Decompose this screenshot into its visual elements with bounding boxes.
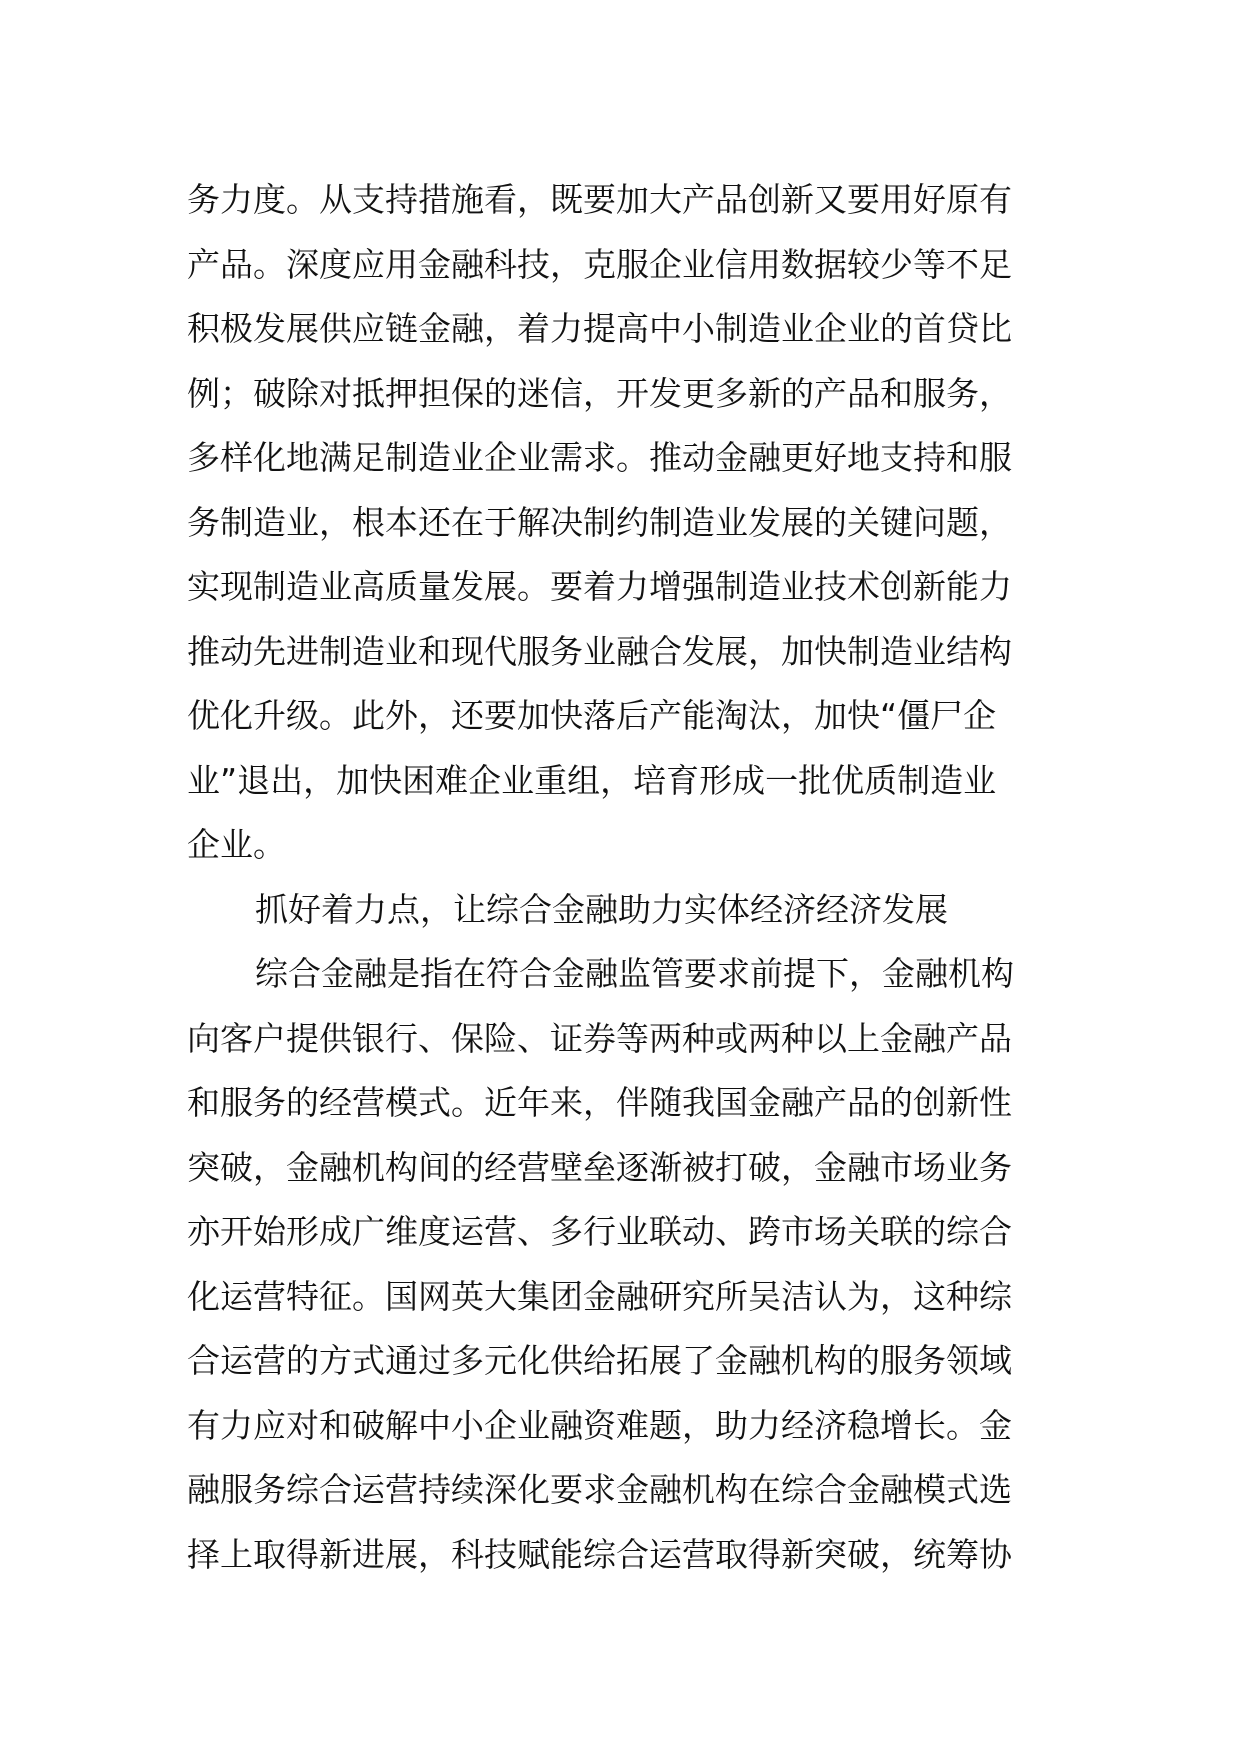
- text-line: 突破，金融机构间的经营壁垒逐渐被打破，金融市场业务: [187, 1147, 1012, 1187]
- text-line: 推动先进制造业和现代服务业融合发展，加快制造业结构: [187, 631, 1012, 671]
- paragraph-start-line: 综合金融是指在符合金融监管要求前提下，金融机构: [255, 954, 1014, 993]
- text-line: 和服务的经营模式。近年来，伴随我国金融产品的创新性: [187, 1083, 1012, 1122]
- text-line: 优化升级。此外，还要加快落后产能淘汰，加快“僵尸企: [187, 696, 997, 735]
- text-line: 业”退出，加快困难企业重组，培育形成一批优质制造业: [187, 760, 997, 800]
- text-line: 融服务综合运营持续深化要求金融机构在综合金融模式选: [187, 1470, 1012, 1509]
- text-line: 务力度。从支持措施看，既要加大产品创新又要用好原有: [187, 180, 1012, 219]
- text-line: 合运营的方式通过多元化供给拓展了金融机构的服务领域: [187, 1341, 1012, 1380]
- text-line: 向客户提供银行、保险、证券等两种或两种以上金融产品: [187, 1018, 1012, 1058]
- text-line: 化运营特征。国网英大集团金融研究所吴洁认为，这种综: [187, 1276, 1012, 1316]
- text-line: 产品。深度应用金融科技，克服企业信用数据较少等不足: [187, 244, 1012, 284]
- text-line: 例；破除对抵押担保的迷信，开发更多新的产品和服务，: [187, 373, 1012, 413]
- section-heading: 抓好着力点，让综合金融助力实体经济经济发展: [255, 889, 948, 929]
- text-line: 有力应对和破解中小企业融资难题，助力经济稳增长。金: [187, 1405, 1012, 1445]
- text-line: 多样化地满足制造业企业需求。推动金融更好地支持和服: [187, 438, 1012, 477]
- text-line: 积极发展供应链金融，着力提高中小制造业企业的首贷比: [187, 309, 1012, 348]
- text-line: 实现制造业高质量发展。要着力增强制造业技术创新能力: [187, 567, 1012, 606]
- text-line: 企业。: [187, 825, 286, 864]
- text-line: 择上取得新进展，科技赋能综合运营取得新突破，统筹协: [187, 1534, 1012, 1574]
- text-line: 务制造业，根本还在于解决制约制造业发展的关键问题，: [187, 502, 1012, 542]
- text-line: 亦开始形成广维度运营、多行业联动、跨市场关联的综合: [187, 1212, 1012, 1251]
- body-text: [187, 168, 1067, 1587]
